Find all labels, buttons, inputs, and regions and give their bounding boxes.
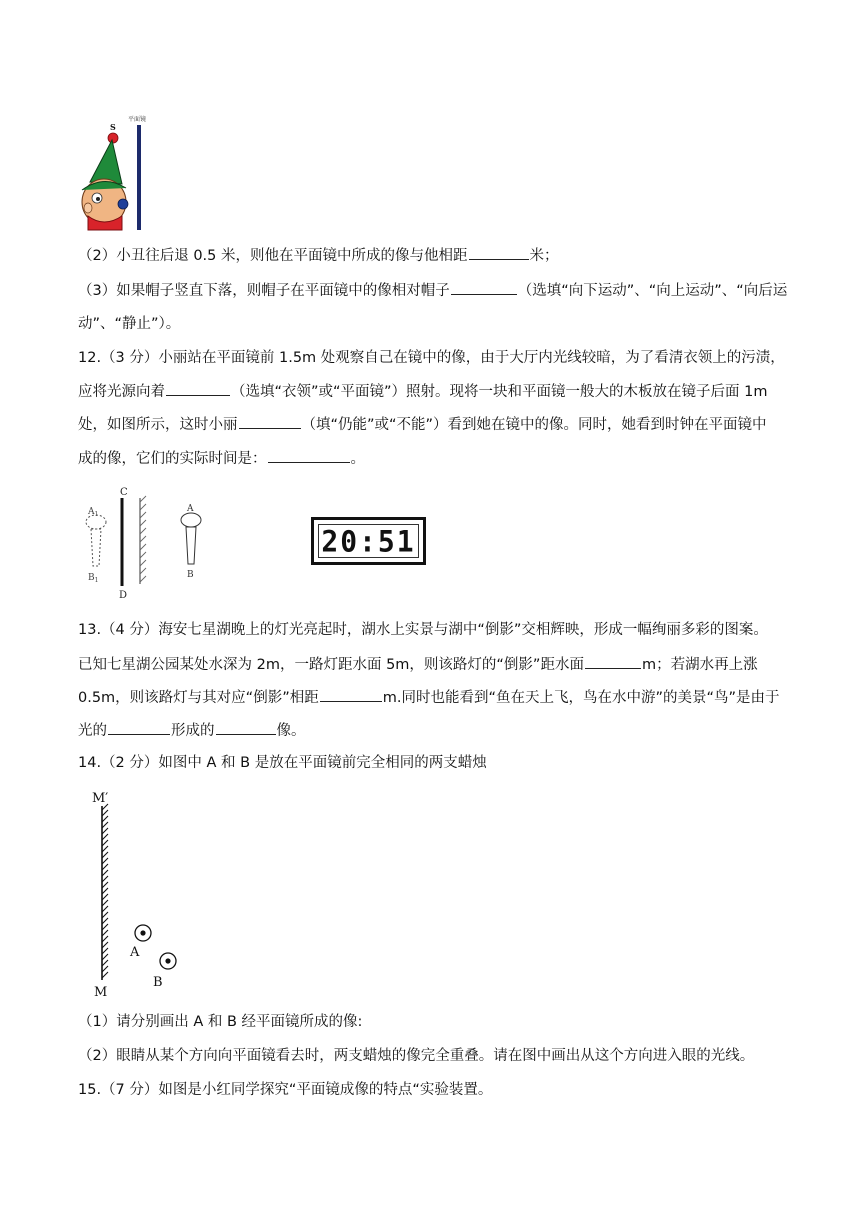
label-d: D: [119, 590, 128, 601]
q14-part2: （2）眼睛从某个方向向平面镜看去时，两支蜡烛的像完全重叠。请在图中画出从这个方向进入眼的光线。: [78, 1048, 755, 1064]
answer-blank[interactable]: [216, 720, 276, 735]
q14-title: 14.（2 分）如图中 A 和 B 是放在平面镜前完全相同的两支蜡烛: [78, 755, 487, 771]
q13-line3: 0.5m，则该路灯与其对应“倒影”相距 m.同时也能看到“鱼在天上飞，鸟在水中游”的美景“鸟”是由于: [78, 687, 780, 708]
q14-part1: （1）请分别画出 A 和 B 经平面镜所成的像:: [78, 1014, 363, 1030]
label-c: C: [120, 487, 128, 498]
q12-line1: 12.（3 分）小丽站在平面镜前 1.5m 处观察自己在镜中的像，由于大厅内光线较暗，为了看清衣领上的污渍，: [78, 350, 785, 366]
clock-time: 20:51: [321, 523, 416, 559]
q15-title: 15.（7 分）如图是小红同学探究“平面镜成像的特点“实验装置。: [78, 1082, 493, 1098]
q13-line2: 已知七星湖公园某处水深为 2m，一路灯距水面 5m，则该路灯的“倒影”距水面 m；若湖水再上涨: [78, 654, 758, 675]
label-b: B: [153, 975, 163, 990]
digital-clock: [311, 517, 426, 565]
answer-blank[interactable]: [166, 381, 230, 396]
label-a: A: [187, 504, 194, 514]
label-b1: $B_1$: [88, 573, 99, 584]
clown-nose: [118, 199, 128, 209]
q13-line4: 光的 形成的 像。: [78, 720, 306, 741]
girl-body: [186, 527, 196, 564]
plane-mirror: [137, 125, 141, 230]
answer-blank[interactable]: [239, 414, 301, 429]
clown-mirror-drawing: [78, 112, 148, 234]
hat-ball: [108, 133, 118, 143]
q12-line2: 应将光源向着 （选填“衣领”或“平面镜”）照射。现将一块和平面镜一般大的木板放在镜子后面 1m: [78, 381, 768, 402]
answer-blank[interactable]: [108, 720, 170, 735]
clown-mirror-figure: [78, 112, 148, 234]
girl-head: [181, 513, 201, 527]
label-a: A: [130, 945, 140, 960]
answer-blank[interactable]: [451, 280, 517, 295]
label-m: M: [94, 985, 108, 1000]
mirror-hatching: [102, 804, 108, 978]
label-a1: $A_1$: [88, 507, 99, 518]
label-m-prime: M′: [92, 791, 109, 806]
label-b: B: [187, 570, 194, 580]
q11-part3-line1: （3）如果帽子竖直下落，则帽子在平面镜中的像相对帽子 （选填“向下运动”、“向上运动”、“向后运: [78, 280, 787, 301]
candles-mirror-drawing: [88, 786, 198, 1002]
q12-line4: 成的像，它们的实际时间是： 。: [78, 448, 365, 469]
q11-part2: （2）小丑往后退 0.5 米，则他在平面镜中所成的像与他相距 米；: [78, 245, 559, 266]
image-body: [91, 529, 101, 566]
answer-blank[interactable]: [469, 245, 529, 260]
candles-mirror-figure: [88, 786, 198, 1002]
q12-line3: 处，如图所示，这时小丽 （填“仍能”或“不能”）看到她在镜中的像。同时，她看到时钟在平面镜中: [78, 414, 767, 435]
q11-part3-line2: 动”、“静止”）。: [78, 316, 181, 332]
answer-blank[interactable]: [585, 654, 641, 669]
mirror-board-drawing: [78, 484, 218, 602]
answer-blank[interactable]: [320, 687, 382, 702]
clown-hat: [90, 140, 122, 184]
answer-blank[interactable]: [268, 448, 350, 463]
mirror-board-figure: [78, 484, 218, 602]
point-s-label: S: [110, 122, 116, 132]
q13-line1: 13.（4 分）海安七星湖晚上的灯光亮起时，湖水上实景与湖中“倒影”交相辉映，形成一幅绚丽多彩的图案。: [78, 622, 768, 638]
mirror-caption: 平面镜: [128, 116, 147, 123]
